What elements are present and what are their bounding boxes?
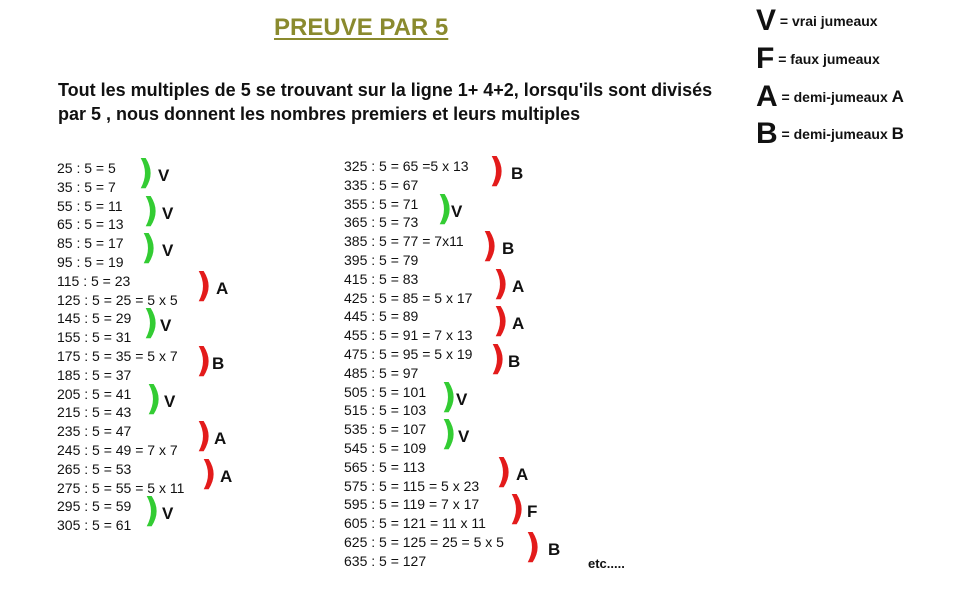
twin-mark: A <box>516 464 529 484</box>
division-line: 185 : 5 = 37 <box>57 366 132 383</box>
legend-suffix: A <box>891 87 904 106</box>
twin-mark: F <box>527 502 538 522</box>
division-line: 295 : 5 = 59 <box>57 498 132 515</box>
red-bracket: ) <box>201 453 217 494</box>
division-line: 515 : 5 = 103 <box>344 402 427 419</box>
twin-mark: V <box>162 504 174 524</box>
legend-letter: V <box>756 4 777 37</box>
division-line: 245 : 5 = 49 = 7 x 7 <box>57 442 178 458</box>
division-line: 335 : 5 = 67 <box>344 176 419 193</box>
intro-text: Tout les multiples de 5 se trouvant sur la ligne 1+ 4+2, lorsqu'ils sont divisés par 5 , nous donnent les nombres premiers et leurs multiples <box>58 80 713 124</box>
green-bracket: ) <box>144 491 160 532</box>
red-bracket: ) <box>196 416 212 457</box>
division-line: 35 : 5 = 7 <box>57 178 116 195</box>
division-line: 175 : 5 = 35 = 5 x 7 <box>57 348 178 364</box>
red-bracket: ) <box>490 339 506 379</box>
division-line: 275 : 5 = 55 = 5 x 11 <box>57 479 185 496</box>
twin-mark: B <box>511 164 524 183</box>
division-line: 145 : 5 = 29 <box>57 310 132 327</box>
legend-desc: = faux jumeaux <box>774 51 880 67</box>
division-line: 205 : 5 = 41 <box>57 385 132 402</box>
division-line: 545 : 5 = 109 <box>344 440 427 456</box>
page-title: PREUVE PAR 5 <box>274 14 449 41</box>
green-bracket: ) <box>441 414 457 455</box>
division-line: 415 : 5 = 83 <box>344 270 419 287</box>
division-line: 385 : 5 = 77 = 7x11 <box>344 233 464 250</box>
division-line: 355 : 5 = 71 <box>344 195 419 212</box>
red-bracket: ) <box>509 489 525 530</box>
green-bracket: ) <box>146 378 162 419</box>
twin-mark: V <box>458 427 470 447</box>
twin-mark: B <box>502 239 515 259</box>
red-bracket: ) <box>196 265 212 306</box>
red-bracket: ) <box>525 527 541 567</box>
division-line: 85 : 5 = 17 <box>57 235 124 252</box>
division-line: 55 : 5 = 11 <box>57 197 123 214</box>
etc-text: etc..... <box>588 556 625 571</box>
division-line: 155 : 5 = 31 <box>57 329 132 346</box>
division-line: 605 : 5 = 121 = 11 x 11 <box>344 515 486 532</box>
division-line: 575 : 5 = 115 = 5 x 23 <box>344 477 480 494</box>
legend-item <box>756 42 880 76</box>
green-bracket: ) <box>437 188 453 229</box>
twin-mark: V <box>456 389 468 409</box>
legend-item <box>756 80 904 114</box>
twin-mark: A <box>512 276 525 296</box>
green-bracket: ) <box>143 303 159 344</box>
twin-mark: A <box>214 429 227 449</box>
twin-mark: B <box>548 540 561 559</box>
division-line: 125 : 5 = 25 = 5 x 5 <box>57 291 178 308</box>
division-line: 505 : 5 = 101 <box>344 383 427 400</box>
division-line: 115 : 5 = 23 <box>57 272 131 289</box>
red-bracket: ) <box>496 451 512 492</box>
twin-mark: B <box>212 354 225 373</box>
twin-mark: A <box>216 278 229 298</box>
twin-mark: V <box>158 166 170 185</box>
twin-mark: A <box>512 314 525 334</box>
legend-desc: = demi-jumeaux <box>777 89 892 105</box>
division-line: 635 : 5 = 127 <box>344 552 427 569</box>
legend-desc: = vrai jumeaux <box>776 13 878 29</box>
legend-suffix: B <box>891 124 904 143</box>
green-bracket: ) <box>141 228 157 269</box>
division-line: 595 : 5 = 119 = 7 x 17 <box>344 496 480 513</box>
division-line: 265 : 5 = 53 <box>57 460 132 477</box>
legend-letter: B <box>756 117 778 150</box>
division-line: 535 : 5 = 107 <box>344 421 427 438</box>
division-line: 455 : 5 = 91 = 7 x 13 <box>344 327 473 344</box>
division-line: 425 : 5 = 85 = 5 x 17 <box>344 289 473 306</box>
red-bracket: ) <box>196 341 212 381</box>
twin-mark: A <box>220 466 233 486</box>
legend-item <box>756 117 904 151</box>
twin-mark: V <box>451 201 463 221</box>
legend-item <box>756 4 878 38</box>
legend-desc: = demi-jumeaux <box>777 126 892 142</box>
division-line: 325 : 5 = 65 =5 x 13 <box>344 158 469 174</box>
red-bracket: ) <box>493 263 509 304</box>
division-line: 25 : 5 = 5 <box>57 160 116 176</box>
legend-letter: F <box>756 42 775 75</box>
division-line: 565 : 5 = 113 <box>344 458 426 475</box>
division-line: 485 : 5 = 97 <box>344 364 419 381</box>
division-line: 395 : 5 = 79 <box>344 252 419 268</box>
green-bracket: ) <box>441 376 457 417</box>
twin-mark: V <box>162 241 174 261</box>
twin-mark: V <box>164 391 176 411</box>
twin-mark: V <box>162 203 174 223</box>
division-line: 65 : 5 = 13 <box>57 216 124 233</box>
legend-letter: A <box>756 80 778 113</box>
division-line: 625 : 5 = 125 = 25 = 5 x 5 <box>344 534 504 550</box>
red-bracket: ) <box>489 151 505 191</box>
division-line: 445 : 5 = 89 <box>344 308 419 325</box>
twin-mark: B <box>508 352 521 371</box>
division-line: 215 : 5 = 43 <box>57 404 132 421</box>
green-bracket: ) <box>143 190 159 231</box>
green-bracket: ) <box>138 153 154 193</box>
twin-mark: V <box>160 316 172 336</box>
division-line: 305 : 5 = 61 <box>57 517 132 534</box>
red-bracket: ) <box>493 301 509 342</box>
division-line: 475 : 5 = 95 = 5 x 19 <box>344 346 473 362</box>
division-line: 95 : 5 = 19 <box>57 254 124 270</box>
division-line: 365 : 5 = 73 <box>344 214 419 231</box>
division-line: 235 : 5 = 47 <box>57 423 132 440</box>
red-bracket: ) <box>482 226 498 267</box>
